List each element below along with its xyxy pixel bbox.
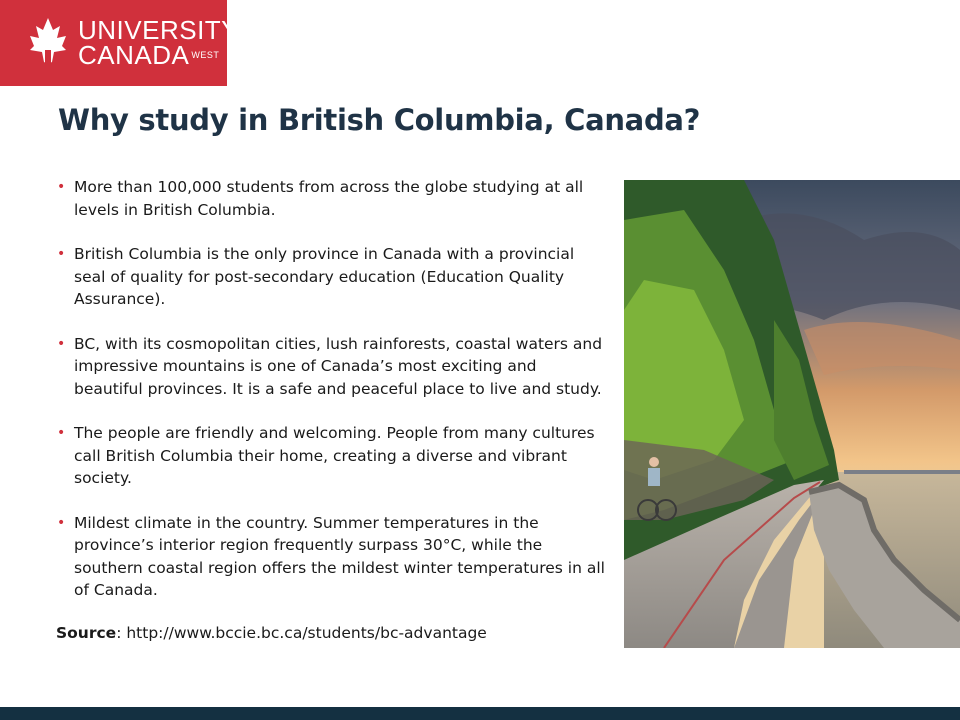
logo-canada-text: CANADA xyxy=(78,40,190,70)
university-logo xyxy=(0,0,240,86)
maple-leaf-icon xyxy=(28,16,68,68)
logo-wordmark xyxy=(78,15,240,70)
bullet-item: • Mildest climate in the country. Summer temperatures in the province’s interior region frequently surpass 30°C, while the southern coastal region offers the mildest winter temperatures in all of Canada. xyxy=(56,512,606,602)
footer-bar xyxy=(0,707,960,720)
source-url: : http://www.bccie.bc.ca/students/bc-advantage xyxy=(116,623,487,642)
bullet-item: • The people are friendly and welcoming. People from many cultures call British Columbia their home, creating a diverse and vibrant society. xyxy=(56,422,606,490)
slide-title: Why study in British Columbia, Canada? xyxy=(58,103,701,137)
bullet-item: • British Columbia is the only province in Canada with a provincial seal of quality for post-secondary education (Education Quality Assurance). xyxy=(56,243,606,311)
logo-line-canada xyxy=(78,42,239,68)
source-citation xyxy=(56,622,606,645)
bullet-list xyxy=(56,176,606,602)
bullet-item: • More than 100,000 students from across the globe studying at all levels in British Columbia. xyxy=(56,176,606,221)
logo-line-university: UNIVERSITY xyxy=(78,15,240,45)
bullet-item: • BC, with its cosmopolitan cities, lush rainforests, coastal waters and impressive mountains is one of Canada’s most exciting and beautiful provinces. It is a safe and peaceful place to live and study. xyxy=(56,333,606,401)
seawall-photo xyxy=(624,180,960,648)
source-label: Source xyxy=(56,623,117,642)
slide-content xyxy=(56,176,606,644)
logo-west-text: WEST xyxy=(191,50,220,60)
